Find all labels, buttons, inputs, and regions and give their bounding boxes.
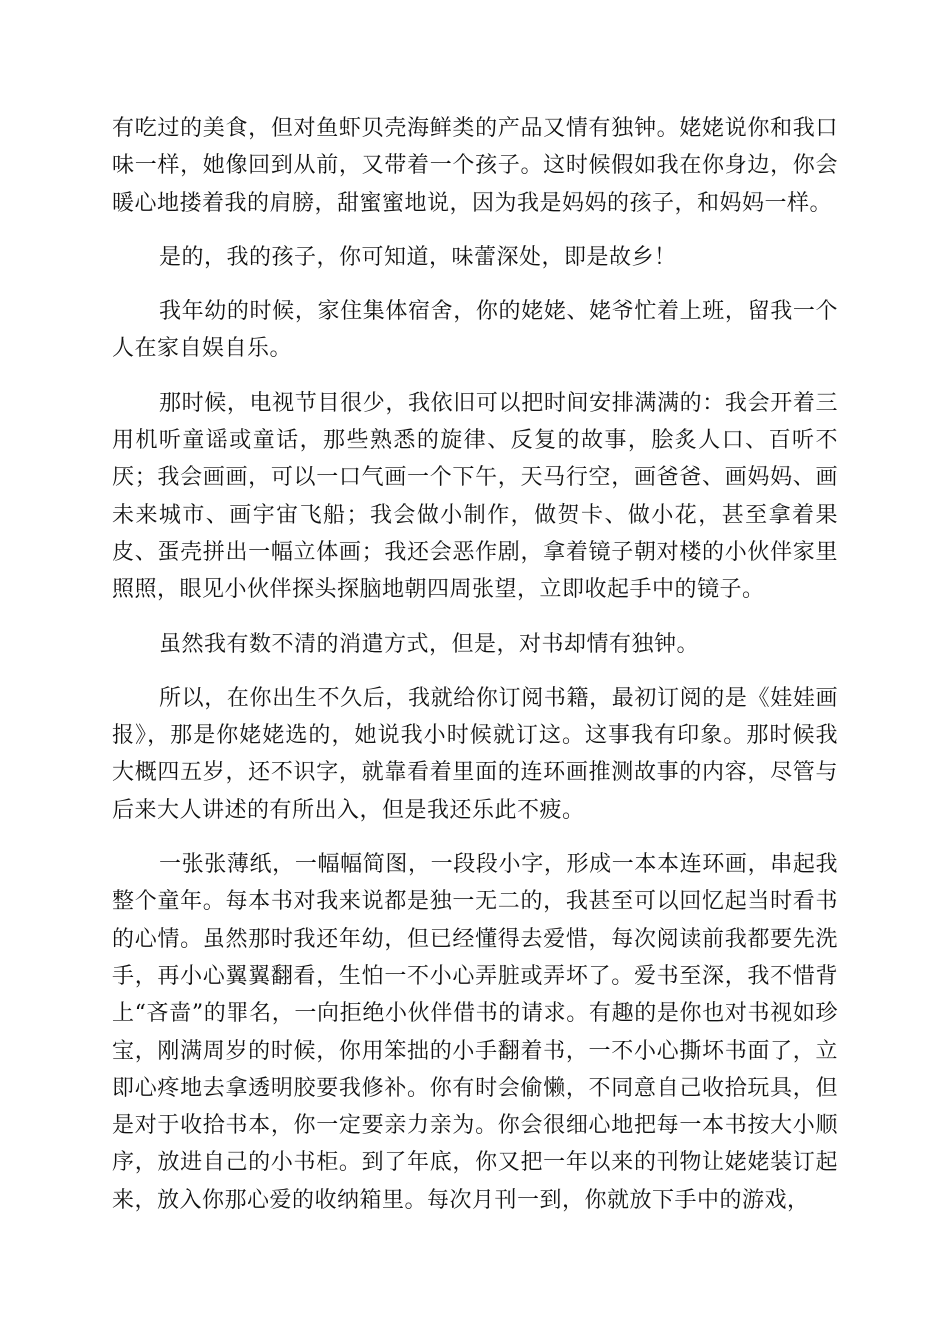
paragraph-6: 所以，在你出生不久后，我就给你订阅书籍，最初订阅的是《娃娃画报》，那是你姥姥选的，她说我小时候就订这。这事我有印象。那时候我大概四五岁，还不识字，就靠看着里面的连环画推测故事的内容，尽管与后来大人讲述的有所出入，但是我还乐此不疲。 — [112, 685, 838, 823]
paragraph-1: 有吃过的美食，但对鱼虾贝壳海鲜类的产品又情有独钟。姥姥说你和我口味一样，她像回到从前，又带着一个孩子。这时候假如我在你身边，你会暖心地搂着我的肩膀，甜蜜蜜地说，因为我是妈妈的孩子，和妈妈一样。 — [112, 116, 838, 216]
paragraph-4: 那时候，电视节目很少，我依旧可以把时间安排满满的：我会开着三用机听童谣或童话，那些熟悉的旋律、反复的故事，脍炙人口、百听不厌；我会画画，可以一口气画一个下午，天马行空，画爸爸、画妈妈、画未来城市、画宇宙飞船；我会做小制作，做贺卡、做小花，甚至拿着果皮、蛋壳拼出一幅立体画；我还会恶作剧，拿着镜子朝对楼的小伙伴家里照照，眼见小伙伴探头探脑地朝四周张望，立即收起手中的镜子。 — [112, 390, 838, 603]
paragraph-7: 一张张薄纸，一幅幅简图，一段段小字，形成一本本连环画，串起我整个童年。每本书对我来说都是独一无二的，我甚至可以回忆起当时看书的心情。虽然那时我还年幼，但已经懂得去爱惜，每次阅读前我都要先洗手，再小心翼翼翻看，生怕一不小心弄脏或弄坏了。爱书至深，我不惜背上“吝啬”的罪名，一向拒绝小伙伴借书的请求。有趣的是你也对书视如珍宝，刚满周岁的时候，你用笨拙的小手翻着书，一不小心撕坏书面了，立即心疼地去拿透明胶要我修补。你有时会偷懒，不同意自己收拾玩具，但是对于收拾书本，你一定要亲力亲为。你会很细心地把每一本书按大小顺序，放进自己的小书柜。到了年底，你又把一年以来的刊物让姥姥装订起来，放入你那心爱的收纳箱里。每次月刊一到，你就放下手中的游戏， — [112, 852, 838, 1213]
document-page — [112, 110, 838, 1219]
paragraph-2: 是的，我的孩子，你可知道，味蕾深处，即是故乡！ — [159, 244, 677, 270]
paragraph-3: 我年幼的时候，家住集体宿舍，你的姥姥、姥爷忙着上班，留我一个人在家自娱自乐。 — [112, 299, 838, 362]
paragraph-5: 虽然我有数不清的消遣方式，但是，对书却情有独钟。 — [159, 631, 700, 657]
